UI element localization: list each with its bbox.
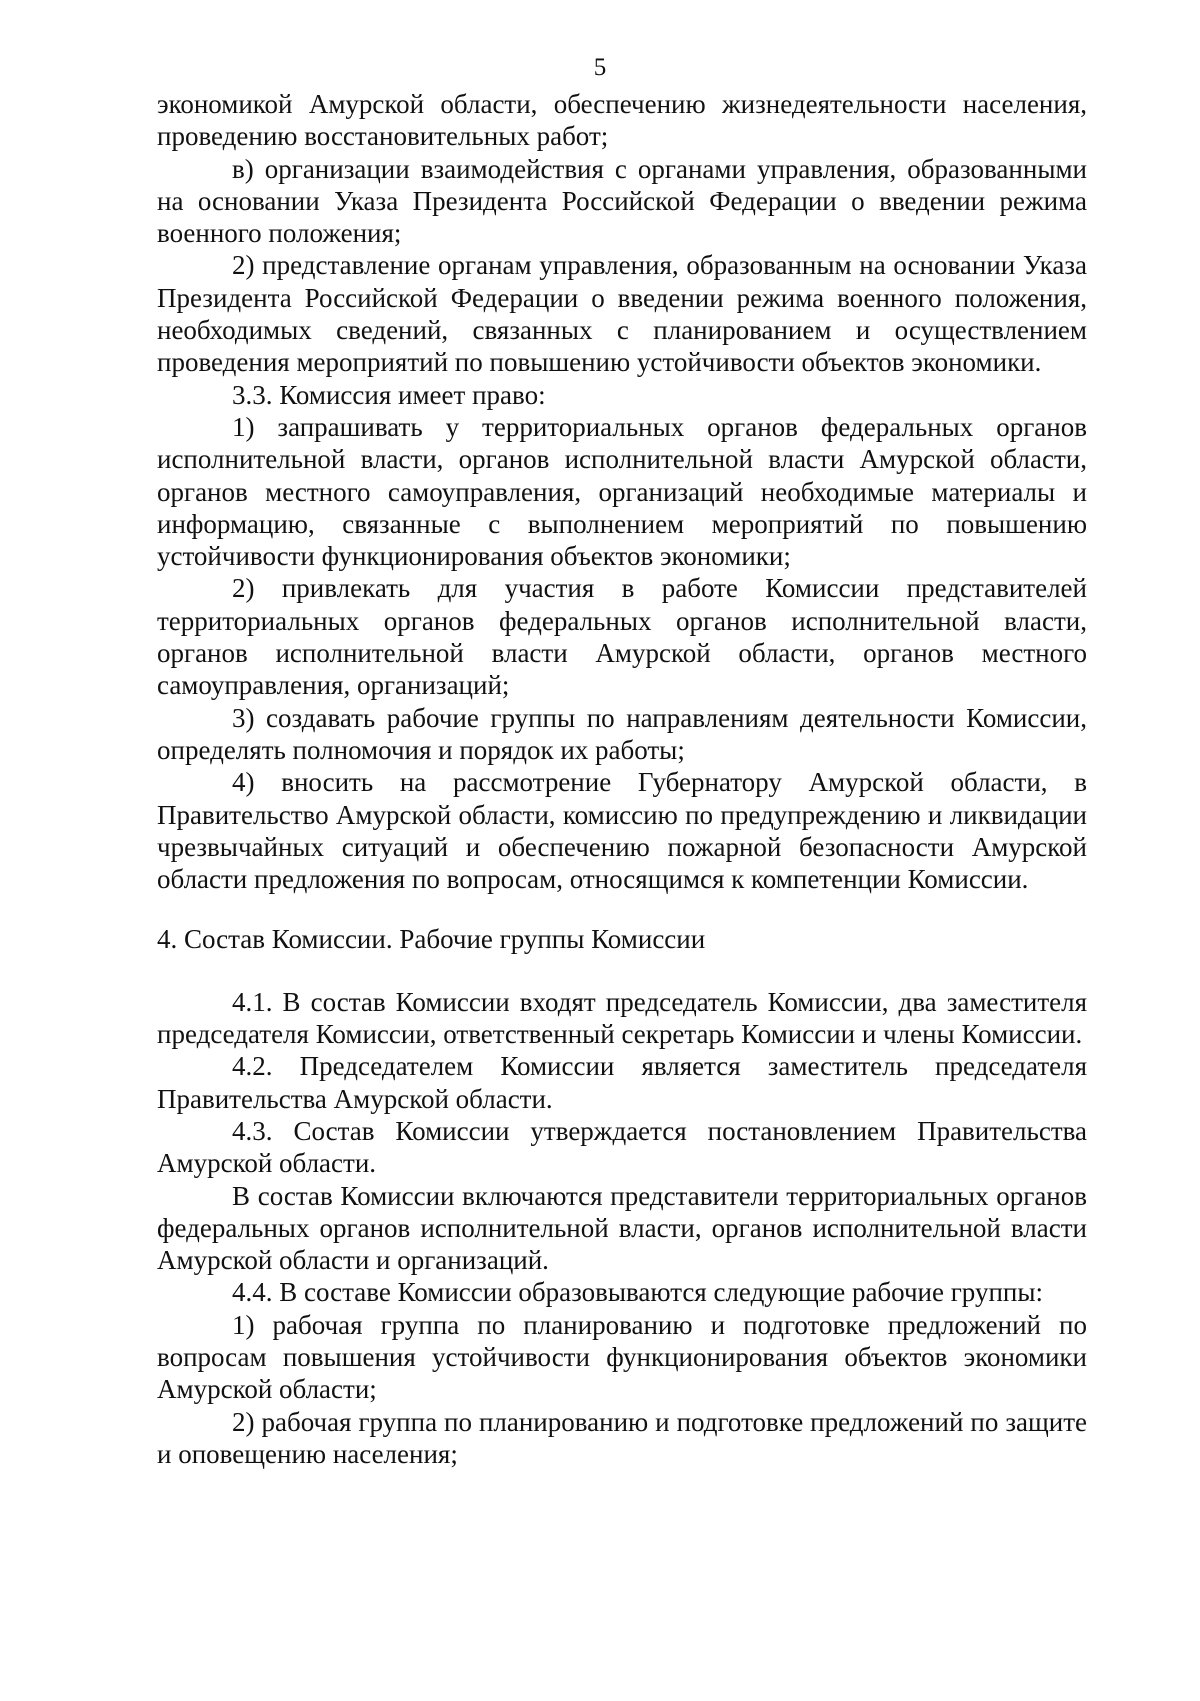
paragraph-3-3: 3.3. Комиссия имеет право: xyxy=(232,379,546,410)
paragraph-4-2: 4.2. Председателем Комиссии является заместитель председателя Правительства Амурской области. xyxy=(157,1051,1087,1114)
section-heading: 4. Состав Комиссии. Рабочие группы Комиссии xyxy=(157,924,706,955)
paragraph-right-1: 1) запрашивать у территориальных органов федеральных органов исполнительной власти, органов исполнительной власти Амурской области, органов местного самоуправления, организаций необходимые материалы и информацию, связанные с выполнением мероприятий по повышению устойчивости функционирования объектов экономики; xyxy=(157,411,1087,572)
document-body xyxy=(157,88,1087,1470)
page-number: 5 xyxy=(593,54,607,81)
paragraph-4-1: 4.1. В состав Комиссии входят председатель Комиссии, два заместителя председателя Комиссии, ответственный секретарь Комиссии и члены Комиссии. xyxy=(157,986,1087,1050)
paragraph-4-3: 4.3. Состав Комиссии утверждается постановлением Правительства Амурской области. xyxy=(157,1115,1087,1179)
paragraph-4-4: 4.4. В составе Комиссии образовываются следующие рабочие группы: xyxy=(232,1277,1043,1308)
paragraph-right-2: 2) привлекать для участия в работе Комиссии представителей территориальных органов федеральных органов исполнительной власти, органов исполнительной власти Амурской области, органов местного самоуправления, организаций; xyxy=(157,573,1087,701)
paragraph-item-v: в) организации взаимодействия с органами управления, образованными на основании Указа Президента Российской Федерации о введении режима военного положения; xyxy=(157,153,1087,249)
paragraph-item-2: 2) представление органам управления, образованным на основании Указа Президента Российской Федерации о введении режима военного положения, необходимых сведений, связанных с планированием и осуществлением проведения мероприятий по повышению устойчивости объектов экономики. xyxy=(157,250,1087,378)
paragraph-group-2: 2) рабочая группа по планированию и подготовке предложений по защите и оповещению населения; xyxy=(157,1406,1087,1469)
paragraph-group-1: 1) рабочая группа по планированию и подготовке предложений по вопросам повышения устойчивости функционирования объектов экономики Амурской области; xyxy=(157,1309,1087,1405)
paragraph-composition: В состав Комиссии включаются представители территориальных органов федеральных органов исполнительной власти, органов исполнительной власти Амурской области и организаций. xyxy=(157,1180,1087,1276)
paragraph-right-3: 3) создавать рабочие группы по направлениям деятельности Комиссии, определять полномочия и порядок их работы; xyxy=(157,702,1087,765)
paragraph-right-4: 4) вносить на рассмотрение Губернатору Амурской области, в Правительство Амурской области, комиссию по предупреждению и ликвидации чрезвычайных ситуаций и обеспечению пожарной безопасности Амурской области предложения по вопросам, относящимся к компетенции Комиссии. xyxy=(157,767,1087,895)
paragraph-continuation: экономикой Амурской области, обеспечению жизнедеятельности населения, проведению восстановительных работ; xyxy=(157,89,1087,152)
